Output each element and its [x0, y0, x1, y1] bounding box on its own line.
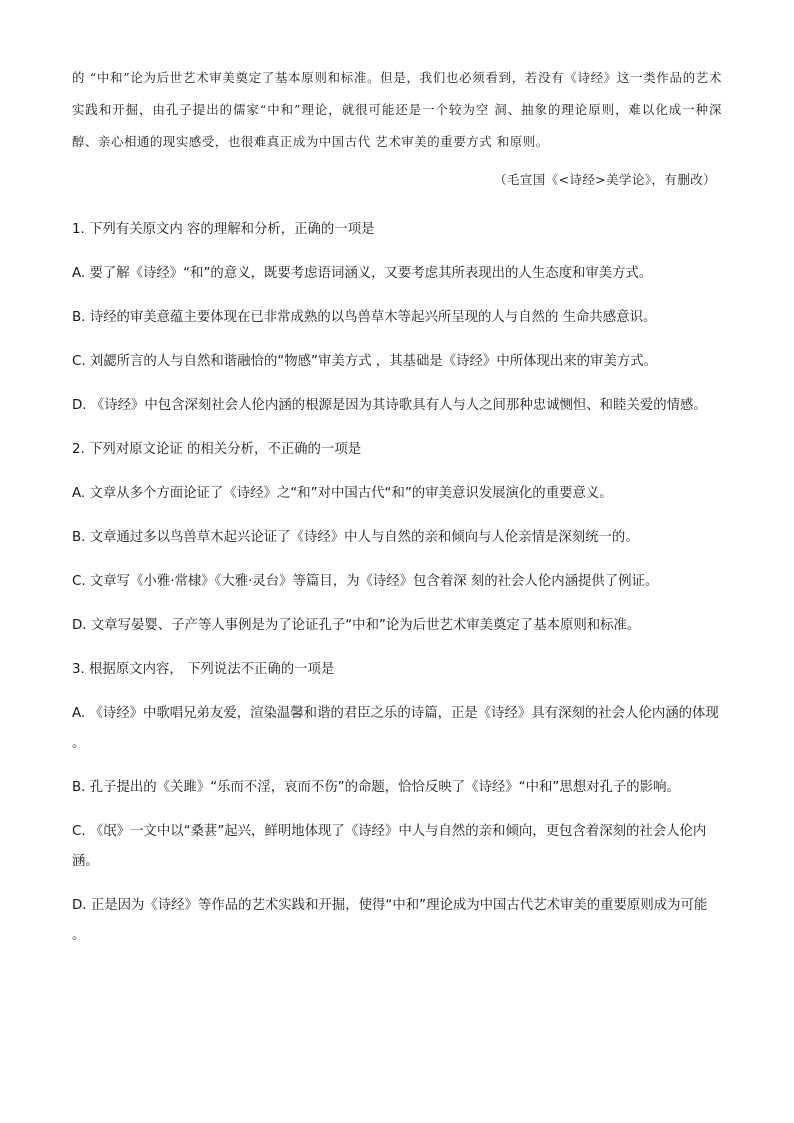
option-d: D. 《诗经》中包含深刻社会人伦内涵的根源是因为其诗歌具有人与人之间那种忠诚恻怛、和睦关爱的情感。: [72, 398, 707, 413]
option-c: C. 刘勰所言的人与自然和谐融恰的“物感”审美方式 ，其基础是《诗经》中所体现出来的审美方式。: [72, 354, 658, 369]
option-b: B. 文章通过多以鸟兽草木起兴论证了《诗经》中人与自然的亲和倾向与人伦亲情是深刻统一的。: [72, 530, 639, 545]
passage-text: [72, 62, 722, 158]
question-stem: 2. 下列对原文论证 的相关分析，不正确的一项是: [72, 442, 362, 457]
question-stem: 1. 下列有关原文内 容的理解和分析，正确的一项是: [72, 222, 375, 237]
passage-paragraph: 的 “中和”论为后世艺术审美奠定了基本原则和标准。但是，我们也必须看到，若没有《诗经》这一类作品的艺术实践和开掘，由孔子提出的儒家“中和”理论，就很可能还是一个较为空 洞、抽象的理论原则，难以化成一种深醇、亲心相通的现实感受，也很难真正成为中国古代 艺术审美的重要方式 和原则。: [72, 70, 722, 149]
option-c: C. 《氓》一文中以“桑葚”起兴，鲜明地体现了《诗经》中人与自然的亲和倾向，更包含着深刻的社会人伦内 涵。: [72, 824, 707, 869]
question-2: [72, 435, 722, 641]
option-a: A. 文章从多个方面论证了《诗经》之“和”对中国古代“和”的审美意识发展演化的重要意义。: [72, 486, 613, 501]
question-stem: 3. 根据原文内容， 下列说法不正确的一项是: [72, 662, 335, 677]
option-a: A. 《诗经》中歌唱兄弟友爱，渲染温馨和谐的君臣之乐的诗篇，正是《诗经》具有深刻的社会人伦内涵的体现 。: [72, 706, 719, 751]
option-a: A. 要了解《诗经》“和”的意义，既要考虑语词涵义，又要考虑其所表现出的人生态度和审美方式。: [72, 266, 653, 281]
option-b: B. 诗经的审美意蕴主要体现在已非常成熟的以鸟兽草木等起兴所呈现的人与自然的 生命共感意识。: [72, 310, 657, 325]
passage-source: （毛宣国《<诗经>美学论》，有删改）: [494, 172, 716, 187]
questions-section: [72, 215, 722, 965]
option-c: C. 文章写《小雅·常棣》《大雅·灵台》等篇目，为《诗经》包含着深 刻的社会人伦内涵提供了例证。: [72, 574, 659, 589]
option-d: D. 文章写晏婴、子产等人事例是为了论证孔子“中和”论为后世艺术审美奠定了基本原则和标准。: [72, 618, 641, 633]
option-b: B. 孔子提出的《关雎》“乐而不淫，哀而不伤”的命题，恰恰反映了《诗经》“中和”思想对孔子的影响。: [72, 780, 680, 795]
option-d: D. 正是因为《诗经》等作品的艺术实践和开掘，使得“中和”理论成为中国古代艺术审美的重要原则成为可能 。: [72, 898, 708, 943]
question-1: [72, 215, 722, 421]
question-3: [72, 655, 722, 951]
